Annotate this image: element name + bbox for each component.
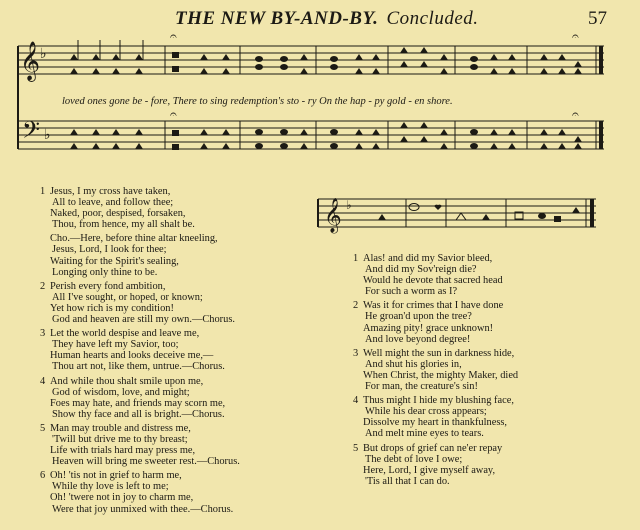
- note-mark: [482, 214, 490, 220]
- verse-line: [40, 219, 310, 230]
- note-mark: [378, 214, 386, 220]
- song-title: [175, 8, 479, 30]
- svg-text:𝄐: 𝄐: [170, 30, 177, 43]
- verse-line: [40, 267, 310, 278]
- verse-number: 4: [40, 375, 46, 387]
- verse: [353, 300, 623, 344]
- verse-line: [40, 244, 310, 255]
- verse-line: [40, 350, 310, 361]
- verse-line-text: While his dear cross appears;: [365, 406, 487, 418]
- verse: [353, 253, 623, 297]
- verse-line: [40, 445, 310, 456]
- verse: [40, 423, 310, 467]
- verse: [40, 376, 310, 420]
- left-verses: [40, 186, 310, 518]
- verse-number: 1: [40, 186, 46, 197]
- svg-text:𝄐: 𝄐: [170, 107, 177, 121]
- verse-line-text: And shut his glories in,: [365, 358, 462, 370]
- verse-line-text: But drops of grief can ne'er repay: [363, 442, 503, 454]
- verse-line-text: And melt mine eyes to tears.: [365, 428, 484, 440]
- verse: [353, 395, 623, 439]
- verse-line-text: Thou, from hence, my all shalt be.: [52, 219, 195, 231]
- verse-number: 4: [353, 395, 359, 407]
- verse-number: 1: [353, 253, 359, 264]
- verse-line: [353, 286, 623, 297]
- verse-line-text: For man, the creature's sin!: [365, 381, 478, 393]
- verse-line: [40, 398, 310, 409]
- treble-staff: [18, 46, 604, 74]
- verse-line-text: And love beyond degree!: [365, 333, 471, 345]
- verse-line: [353, 476, 623, 487]
- verse-line-text: Perish every fond ambition,: [50, 280, 166, 292]
- verse-line: [353, 443, 623, 454]
- flat-icon: ♭: [346, 198, 352, 212]
- flat-icon: ♭: [40, 47, 47, 62]
- verse-line-text: When Christ, the mighty Maker, died: [363, 369, 519, 381]
- verse-line-text: Naked, poor, despised, forsaken,: [50, 208, 186, 220]
- verse-line: [353, 381, 623, 392]
- verse-line: [40, 387, 310, 398]
- verse-number: 5: [40, 422, 46, 434]
- verse-line-text: God of wisdom, love, and might;: [52, 386, 190, 398]
- verse: [353, 348, 623, 392]
- flat-icon: ♭: [44, 128, 51, 143]
- verse-line: [40, 281, 310, 292]
- verse-line: [40, 470, 310, 481]
- verse-line-text: Longing only thine to be.: [52, 266, 158, 278]
- verse-line: [40, 256, 310, 267]
- verse-line: [40, 314, 310, 325]
- verse-line: [40, 423, 310, 434]
- note-mark: [434, 205, 442, 210]
- verse-line-text: Alas! and did my Savior bleed,: [363, 253, 493, 264]
- verse-line: [40, 361, 310, 372]
- verse-number: 3: [353, 347, 359, 359]
- verse-line-text: They have left my Savior, too;: [52, 339, 179, 351]
- bass-clef-icon: 𝄢: [22, 116, 41, 149]
- lyric-line: loved ones gone be - fore, There to sing redemption's sto - ry On the hap - py gold - en shore.: [62, 96, 453, 107]
- note-mark: [554, 216, 561, 222]
- verse-number: 3: [40, 328, 46, 340]
- note-mark: [572, 207, 580, 213]
- verse-line: [40, 186, 310, 197]
- verse-line: [353, 454, 623, 465]
- verse-line-text: 'Twill but drive me to thy breast;: [52, 433, 188, 445]
- verse-line: [40, 504, 310, 515]
- treble-clef-icon: 𝄞: [324, 198, 342, 233]
- verse-line-text: Thus might I hide my blushing face,: [363, 395, 514, 407]
- bass-staff: [18, 121, 604, 149]
- final-barline: [596, 46, 603, 149]
- verse-line-text: All I've sought, or hoped, or known;: [52, 291, 203, 303]
- verse-line: [353, 311, 623, 322]
- verse-line-text: The debt of love I owe;: [365, 453, 463, 465]
- verse: [40, 281, 310, 325]
- verse: [40, 328, 310, 372]
- verse-line-text: Cho.—Here, before thine altar kneeling,: [50, 233, 218, 245]
- verse-line-text: God and heaven are still my own.—Chorus.: [52, 314, 235, 326]
- verse-line-text: 'Tis all that I can do.: [365, 475, 450, 487]
- verse-line: [353, 300, 623, 311]
- verse-line: [40, 197, 310, 208]
- verse-line: [40, 328, 310, 339]
- verse-line-text: Show thy face and all is bright.—Chorus.: [52, 408, 225, 420]
- verse-line: [40, 481, 310, 492]
- verse-line-text: Jesus, I my cross have taken,: [50, 186, 171, 197]
- verse-number: 2: [40, 280, 46, 292]
- verse-line: [353, 323, 623, 334]
- subtitle-concluded: Concluded.: [386, 8, 479, 29]
- verse-line: [40, 409, 310, 420]
- verse-line-text: Oh! 'tis not in grief to harm me,: [50, 470, 182, 482]
- verse-line-text: Yet how rich is my condition!: [50, 302, 174, 314]
- verse-line: [40, 339, 310, 350]
- title-text: THE NEW BY-AND-BY.: [175, 8, 379, 29]
- verse: [40, 233, 310, 277]
- svg-text:𝄐: 𝄐: [572, 107, 579, 121]
- verse-line-text: Waiting for the Spirit's sealing,: [50, 255, 179, 267]
- verse: [40, 186, 310, 230]
- verse-line: [353, 417, 623, 428]
- verse-line: [40, 456, 310, 467]
- verse: [40, 470, 310, 514]
- verse-line-text: Dissolve my heart in thankfulness,: [363, 417, 508, 429]
- verse-line-text: Jesus, Lord, I look for thee;: [52, 244, 167, 256]
- verse-number: 2: [353, 300, 359, 312]
- verse-line-text: While thy love is left to me;: [52, 481, 169, 493]
- verse-line-text: All to leave, and follow thee;: [52, 197, 174, 209]
- verse-line: [353, 275, 623, 286]
- verse-line: [40, 233, 310, 244]
- note-mark: [409, 204, 419, 211]
- treble-clef-icon: 𝄞: [20, 41, 41, 81]
- verse-line: [353, 395, 623, 406]
- verse-line-text: Well might the sun in darkness hide,: [363, 347, 515, 359]
- verse-line-text: Heaven will bring me sweeter rest.—Chorus.: [52, 456, 240, 468]
- verse-line-text: Here, Lord, I give myself away,: [363, 464, 496, 476]
- verse-line: [353, 253, 623, 264]
- verse-line: [353, 406, 623, 417]
- verse-line: [353, 359, 623, 370]
- verse-line-text: Man may trouble and distress me,: [50, 422, 191, 434]
- verse-line: [40, 492, 310, 503]
- tune-snippet-staff: [310, 193, 600, 237]
- verse-line-text: Life with trials hard may press me,: [50, 445, 196, 457]
- verse-line-text: Were that joy unmixed with thee.—Chorus.: [52, 503, 234, 515]
- page-header: [0, 6, 640, 30]
- verse-line-text: He groan'd upon the tree?: [365, 311, 472, 323]
- verse-line: [40, 303, 310, 314]
- verse-line: [353, 370, 623, 381]
- verse-line: [40, 434, 310, 445]
- note-mark: [538, 213, 546, 219]
- verse-line-text: Let the world despise and leave me,: [50, 328, 200, 340]
- right-verses: [353, 253, 623, 490]
- verse-line: [353, 264, 623, 275]
- verse-line: [40, 208, 310, 219]
- verse-line: [353, 428, 623, 439]
- svg-text:𝄐: 𝄐: [572, 30, 579, 43]
- page-number: 57: [588, 8, 607, 29]
- verse-line-text: Human hearts and looks deceive me,—: [50, 350, 214, 362]
- verse-number: 5: [353, 442, 359, 454]
- verse-line: [40, 376, 310, 387]
- verse-line-text: Amazing pity! grace unknown!: [363, 322, 494, 334]
- verse-line: [353, 465, 623, 476]
- verse-line: [353, 334, 623, 345]
- verse-line-text: For such a worm as I?: [365, 286, 458, 298]
- verse-line-text: And while thou shalt smile upon me,: [50, 375, 204, 387]
- verse-line: [40, 292, 310, 303]
- verse: [353, 443, 623, 487]
- verse-line-text: Thou art not, like them, untrue.—Chorus.: [52, 361, 225, 373]
- verse-line-text: Foes may hate, and friends may scorn me,: [50, 397, 226, 409]
- verse-number: 6: [40, 470, 46, 482]
- verse-line: [353, 348, 623, 359]
- verse-line-text: Would he devote that sacred head: [363, 275, 503, 287]
- verse-line-text: And did my Sov'reign die?: [365, 264, 477, 276]
- verse-line-text: Oh! 'twere not in joy to charm me,: [50, 492, 194, 504]
- verse-line-text: Was it for crimes that I have done: [363, 300, 504, 312]
- note-mark: [456, 213, 466, 220]
